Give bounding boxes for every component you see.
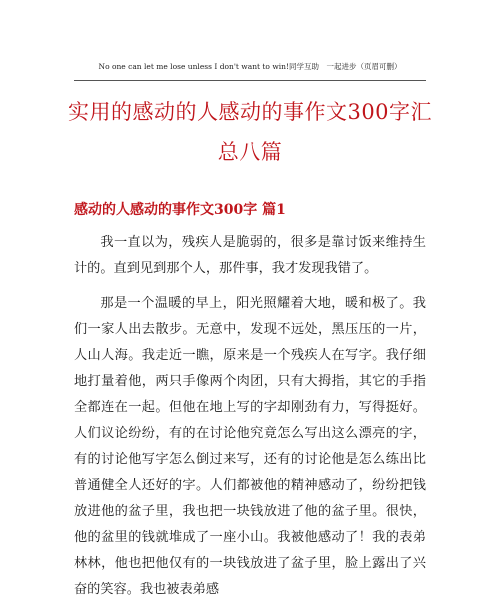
header-divider <box>74 80 426 81</box>
paragraph-1: 我一直以为，残疾人是脆弱的，很多是靠讨饭来维持生计的。直到见到那个人，那件事，我才发现我错了。 <box>74 235 426 276</box>
section-heading: 感动的人感动的事作文300字 篇1 <box>74 202 286 218</box>
page-header-text: No one can let me lose unless I don't want to win!同学互助 一起进步（页眉可删） <box>98 62 402 71</box>
document-title: 实用的感动的人感动的事作文300字汇总八篇 <box>67 100 433 164</box>
paragraph-2: 那是一个温暖的早上，阳光照耀着大地，暖和极了。我们一家人出去散步。无意中，发现不远处，黑压压的一片，人山人海。我走近一瞧，原来是一个残疾人在写字。我仔细地打量着他，两只手像两个肉团，只有大拇指，其它的手指全都连在一起。但他在地上写的字却刚劲有力，写得挺好。人们议论纷纷，有的在讨论他究竟怎么写出这么漂亮的字，有的讨论他写字怎么倒过来写，还有的讨论他是怎么练出比普通健全人还好的字。人们都被他的精神感动了，纷纷把钱放进他的盆子里，我也把一块钱放进了他的盆子里。很快，他的盆里的钱就堆成了一座小山。我被他感动了！我的表弟林林，他也把他仅有的一块钱放进了盆子里，脸上露出了兴奋的笑容。我也被表弟感 <box>74 296 426 597</box>
